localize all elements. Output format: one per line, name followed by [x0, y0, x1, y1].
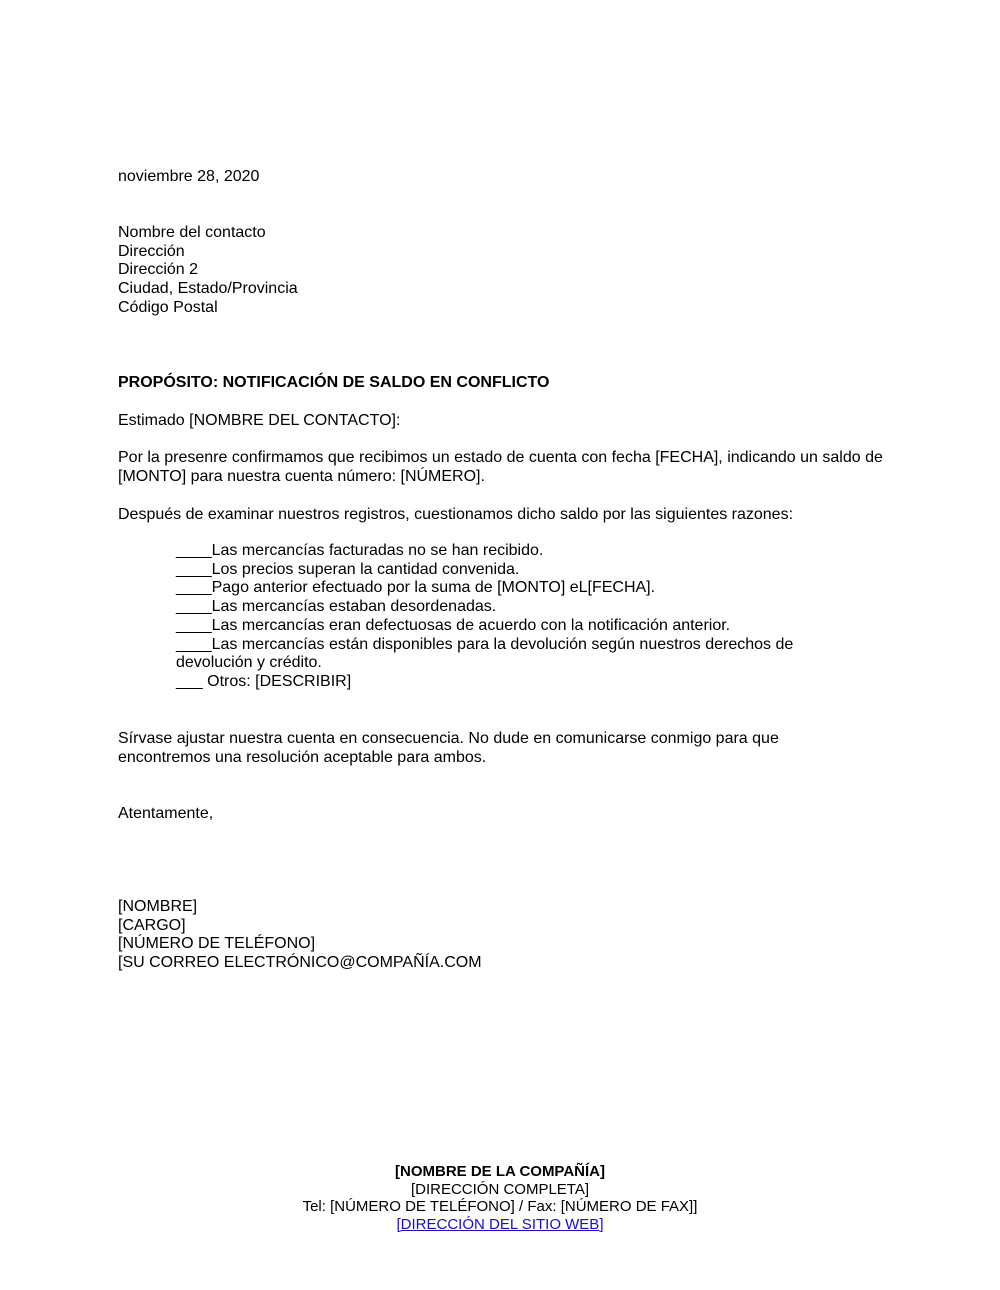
recipient-address-line2: Dirección 2 — [118, 261, 199, 279]
letter-date: noviembre 28, 2020 — [118, 168, 260, 185]
signature-block — [118, 898, 482, 973]
letter-subject: PROPÓSITO: NOTIFICACIÓN DE SALDO EN CONFLICTO — [118, 374, 550, 391]
reason-text: Otros: [DESCRIBIR] — [207, 672, 352, 690]
signature-title: [CARGO] — [118, 916, 186, 934]
letter-salutation: Estimado [NOMBRE DEL CONTACTO]: — [118, 412, 401, 429]
checkbox-blank[interactable]: ____ — [176, 542, 212, 559]
checkbox-blank[interactable]: ____ — [176, 598, 212, 616]
reasons-list — [176, 542, 826, 692]
reason-item — [176, 673, 826, 692]
letter-closing: Atentamente, — [118, 805, 214, 822]
reason-text: Las mercancías eran defectuosas de acuerdo con la notificación anterior. — [211, 616, 731, 634]
checkbox-blank[interactable]: ____ — [176, 616, 212, 634]
paragraph-dispute-intro: Después de examinar nuestros registros, cuestionamos dicho saldo por las siguientes razones: — [118, 506, 794, 523]
checkbox-blank[interactable]: ___ — [176, 672, 208, 690]
reason-text: Las mercancías facturadas no se han recibido. — [211, 542, 544, 559]
reason-text: Las mercancías están disponibles para la devolución según nuestros derechos de devolución y crédito. — [176, 635, 794, 672]
checkbox-blank[interactable]: ____ — [176, 579, 212, 597]
reason-item — [176, 636, 826, 673]
recipient-address-line1: Dirección — [118, 242, 185, 260]
reason-text: Las mercancías estaban desordenadas. — [211, 598, 497, 616]
recipient-name: Nombre del contacto — [118, 224, 266, 241]
footer-contact: Tel: [NÚMERO DE TELÉFONO] / Fax: [NÚMERO DE FAX]] — [302, 1198, 698, 1215]
company-footer — [0, 1163, 1000, 1233]
paragraph-request: Sírvase ajustar nuestra cuenta en consecuencia. No dude en comunicarse conmigo para que encontremos una resolución aceptable para ambos. — [118, 730, 779, 766]
reason-item — [176, 579, 826, 598]
checkbox-blank[interactable]: ____ — [176, 635, 212, 653]
footer-company-name: [NOMBRE DE LA COMPAÑÍA] — [395, 1163, 605, 1180]
checkbox-blank[interactable]: ____ — [176, 560, 212, 578]
footer-address: [DIRECCIÓN COMPLETA] — [410, 1180, 590, 1198]
reason-item — [176, 598, 826, 617]
recipient-address — [118, 224, 298, 318]
signature-phone: [NÚMERO DE TELÉFONO] — [118, 935, 316, 953]
signature-name: [NOMBRE] — [118, 898, 198, 915]
footer-website-link[interactable]: [DIRECCIÓN DEL SITIO WEB] — [396, 1215, 604, 1233]
paragraph-confirmation: Por la presenre confirmamos que recibimos un estado de cuenta con fecha [FECHA], indicando un saldo de [MONTO] para nuestra cuenta número: [NÚMERO]. — [118, 449, 883, 485]
reason-item — [176, 542, 826, 561]
reason-item — [176, 561, 826, 580]
recipient-postal-code: Código Postal — [118, 298, 218, 316]
reason-item — [176, 617, 826, 636]
reason-text: Pago anterior efectuado por la suma de [MONTO] eL[FECHA]. — [211, 579, 656, 597]
recipient-city-state: Ciudad, Estado/Provincia — [118, 280, 298, 298]
reason-text: Los precios superan la cantidad convenida. — [211, 560, 520, 578]
signature-email: [SU CORREO ELECTRÓNICO@COMPAÑÍA.COM — [118, 954, 482, 972]
